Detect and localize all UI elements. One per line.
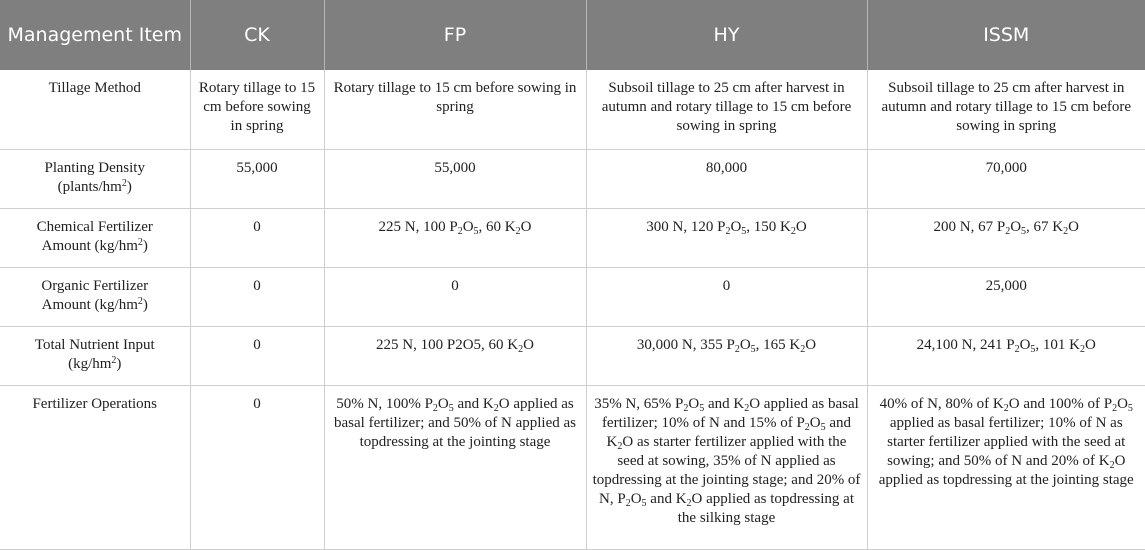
cell-operations-ck: 0: [190, 386, 324, 550]
row-label-total: Total Nutrient Input $(kg/hm^2)$: [0, 327, 190, 386]
cell-density-hy: 80,000: [586, 150, 867, 209]
cell-organic-hy: 0: [586, 268, 867, 327]
row-label-density: Planting Density $(plants/hm^2)$: [0, 150, 190, 209]
cell-total-issm: 24,100 N, 241 $P_2O_5$, 101 $K_2O$: [867, 327, 1145, 386]
row-label-operations: Fertilizer Operations: [0, 386, 190, 550]
cell-operations-issm: 40% of N, 80% of $K_2O$ and 100% of $P_2O_5$ applied as basal fertilizer; 10% of N as starter fertilizer applied with the seed at sowing; and 50% of N and 20% of $K_2O$ applied as topdressing at the jointing stage: [867, 386, 1145, 550]
cell-chemical-hy: 300 N, 120 $P_2O_5$, 150 $K_2O$: [586, 209, 867, 268]
header-row: [0, 0, 1145, 70]
cell-total-ck: 0: [190, 327, 324, 386]
cell-tillage-ck: Rotary tillage to 15 cm before sowing in spring: [190, 70, 324, 150]
table-row-tillage: [0, 70, 1145, 150]
row-label-chemical: Chemical Fertilizer Amount $(kg/hm^2)$: [0, 209, 190, 268]
cell-organic-issm: 25,000: [867, 268, 1145, 327]
cell-chemical-ck: 0: [190, 209, 324, 268]
cell-operations-hy: 35% N, 65% $P_2O_5$ and $K_2O$ applied as basal fertilizer; 10% of N and 15% of $P_2O_5$ and $K_2O$ as starter fertilizer applied with the seed at sowing, 35% of N applied as topdressing at the jointing stage; and 20% of N, $P_2O_5$ and $K_2O$ applied as topdressing at the silking stage: [586, 386, 867, 550]
header-ck: CK: [190, 0, 324, 70]
cell-tillage-fp: Rotary tillage to 15 cm before sowing in spring: [324, 70, 586, 150]
row-label-organic: Organic Fertilizer Amount $(kg/hm^2)$: [0, 268, 190, 327]
table-row-organic: [0, 268, 1145, 327]
cell-density-issm: 70,000: [867, 150, 1145, 209]
table-row-operations: [0, 386, 1145, 550]
cell-density-fp: 55,000: [324, 150, 586, 209]
cell-organic-ck: 0: [190, 268, 324, 327]
header-hy: HY: [586, 0, 867, 70]
header-fp: FP: [324, 0, 586, 70]
table-row-total: [0, 327, 1145, 386]
cell-tillage-issm: Subsoil tillage to 25 cm after harvest in autumn and rotary tillage to 15 cm before sowing in spring: [867, 70, 1145, 150]
cell-density-ck: 55,000: [190, 150, 324, 209]
cell-chemical-fp: 225 N, 100 $P_2O_5$, 60 $K_2O$: [324, 209, 586, 268]
cell-total-fp: 225 N, 100 P2O5, 60 $K_2O$: [324, 327, 586, 386]
header-management-item: Management Item: [0, 0, 190, 70]
cell-organic-fp: 0: [324, 268, 586, 327]
cell-chemical-issm: 200 N, 67 $P_2O_5$, 67 $K_2O$: [867, 209, 1145, 268]
cell-tillage-hy: Subsoil tillage to 25 cm after harvest in autumn and rotary tillage to 15 cm before sowing in spring: [586, 70, 867, 150]
row-label-tillage: Tillage Method: [0, 70, 190, 150]
cell-operations-fp: 50% N, 100% $P_2O_5$ and $K_2O$ applied as basal fertilizer; and 50% of N applied as topdressing at the jointing stage: [324, 386, 586, 550]
header-issm: ISSM: [867, 0, 1145, 70]
cell-total-hy: 30,000 N, 355 $P_2O_5$, 165 $K_2O$: [586, 327, 867, 386]
table-row-chemical: [0, 209, 1145, 268]
table-row-density: [0, 150, 1145, 209]
